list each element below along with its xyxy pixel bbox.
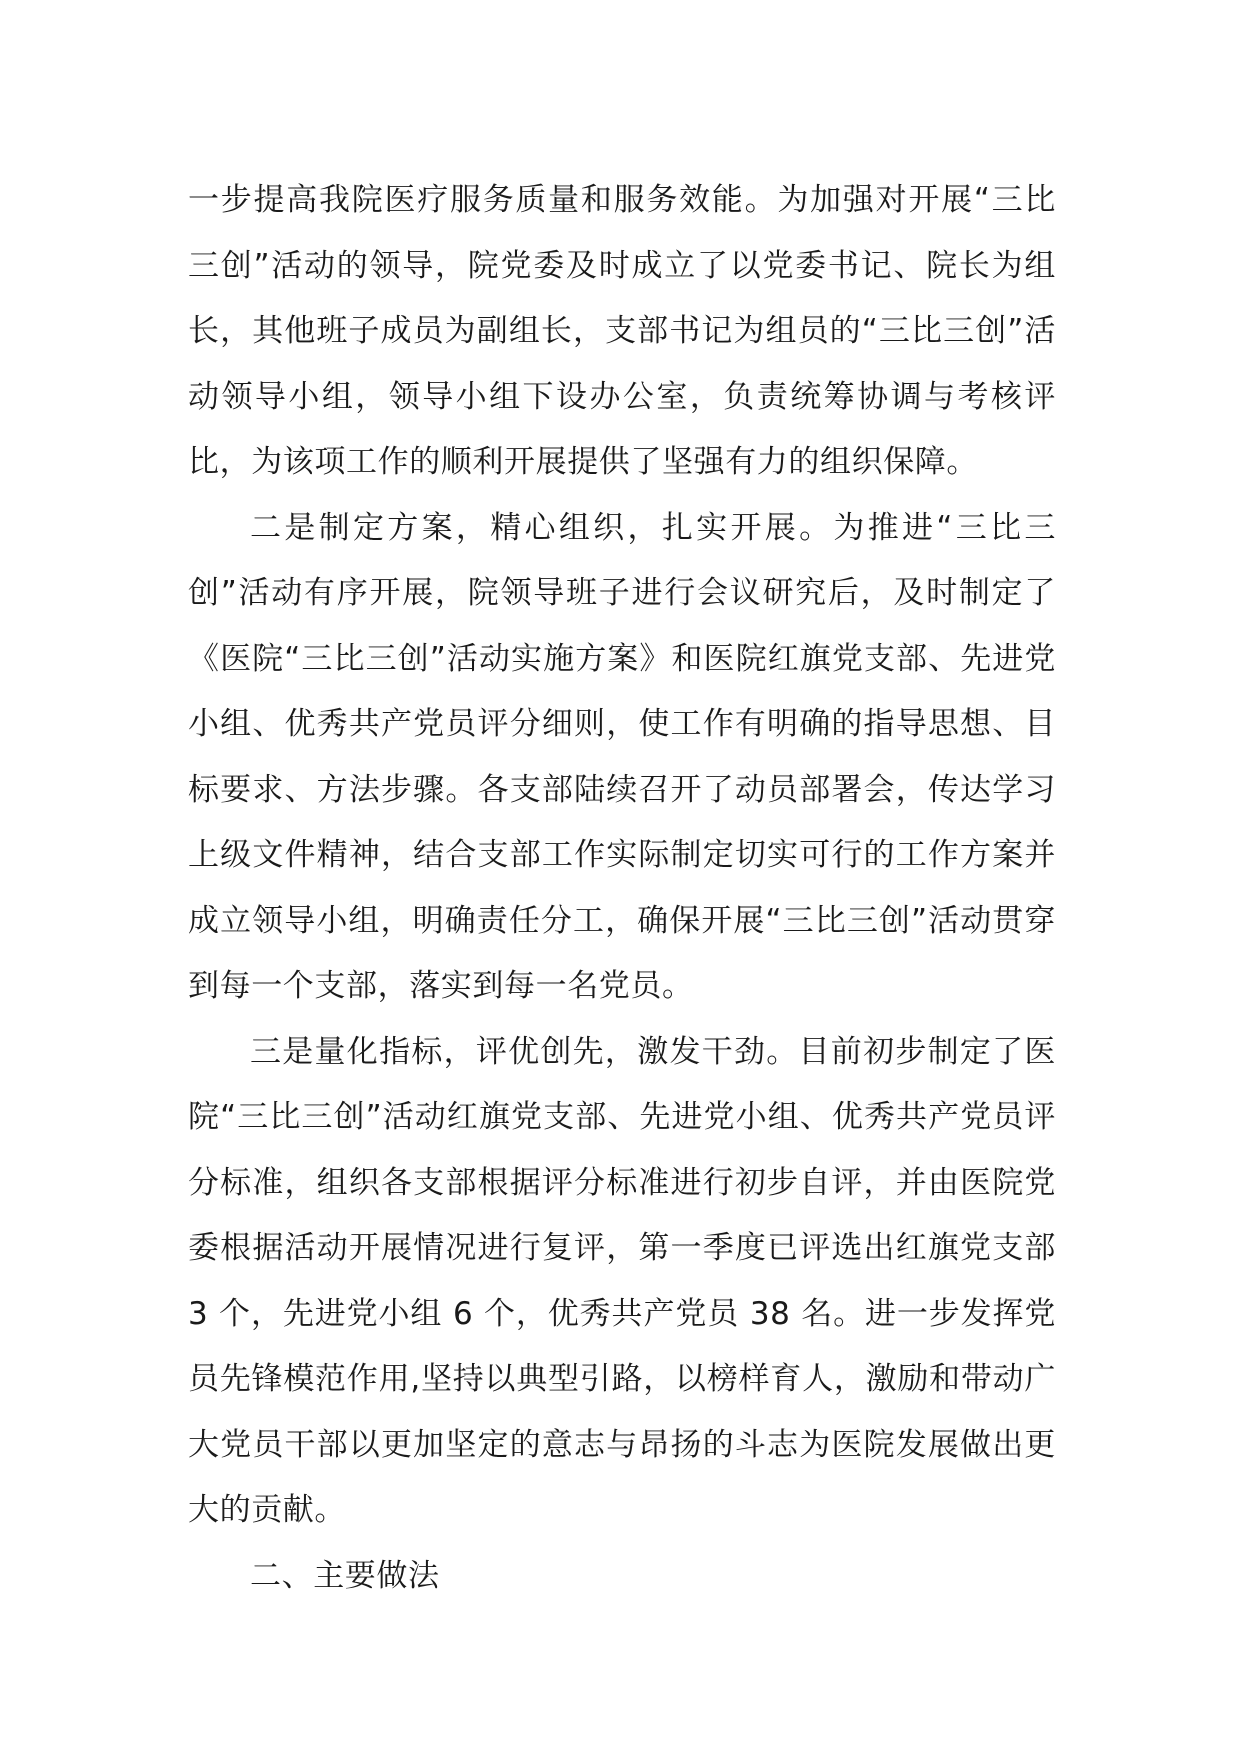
paragraph-continuation: 一步提高我院医疗服务质量和服务效能。为加强对开展“三比三创”活动的领导，院党委及时成立了以党委书记、院长为组长，其他班子成员为副组长，支部书记为组员的“三比三创”活动领导小组，领导小组下设办公室，负责统筹协调与考核评比，为该项工作的顺利开展提供了坚强有力的组织保障。 (188, 182, 1056, 480)
section-heading: 二、主要做法 (250, 1557, 440, 1594)
body-text (188, 168, 1056, 1609)
paragraph-point-three: 三是量化指标，评优创先，激发干劲。目前初步制定了医院“三比三创”活动红旗党支部、先进党小组、优秀共产党员评分标准，组织各支部根据评分标准进行初步自评，并由医院党委根据活动开展情况进行复评，第一季度已评选出红旗党支部 3 个，先进党小组 6 个，优秀共产党员 38 名。进一步发挥党员先锋模范作用,坚持以典型引路，以榜样育人，激励和带动广大党员干部以更加坚定的意志与昂扬的斗志为医院发展做出更大的贡献。 (188, 1033, 1056, 1528)
paragraph-point-two: 二是制定方案，精心组织，扎实开展。为推进“三比三创”活动有序开展，院领导班子进行会议研究后，及时制定了《医院“三比三创”活动实施方案》和医院红旗党支部、先进党小组、优秀共产党员评分细则，使工作有明确的指导思想、目标要求、方法步骤。各支部陆续召开了动员部署会，传达学习上级文件精神，结合支部工作实际制定切实可行的工作方案并成立领导小组，明确责任分工，确保开展“三比三创”活动贯穿到每一个支部，落实到每一名党员。 (188, 509, 1056, 1004)
